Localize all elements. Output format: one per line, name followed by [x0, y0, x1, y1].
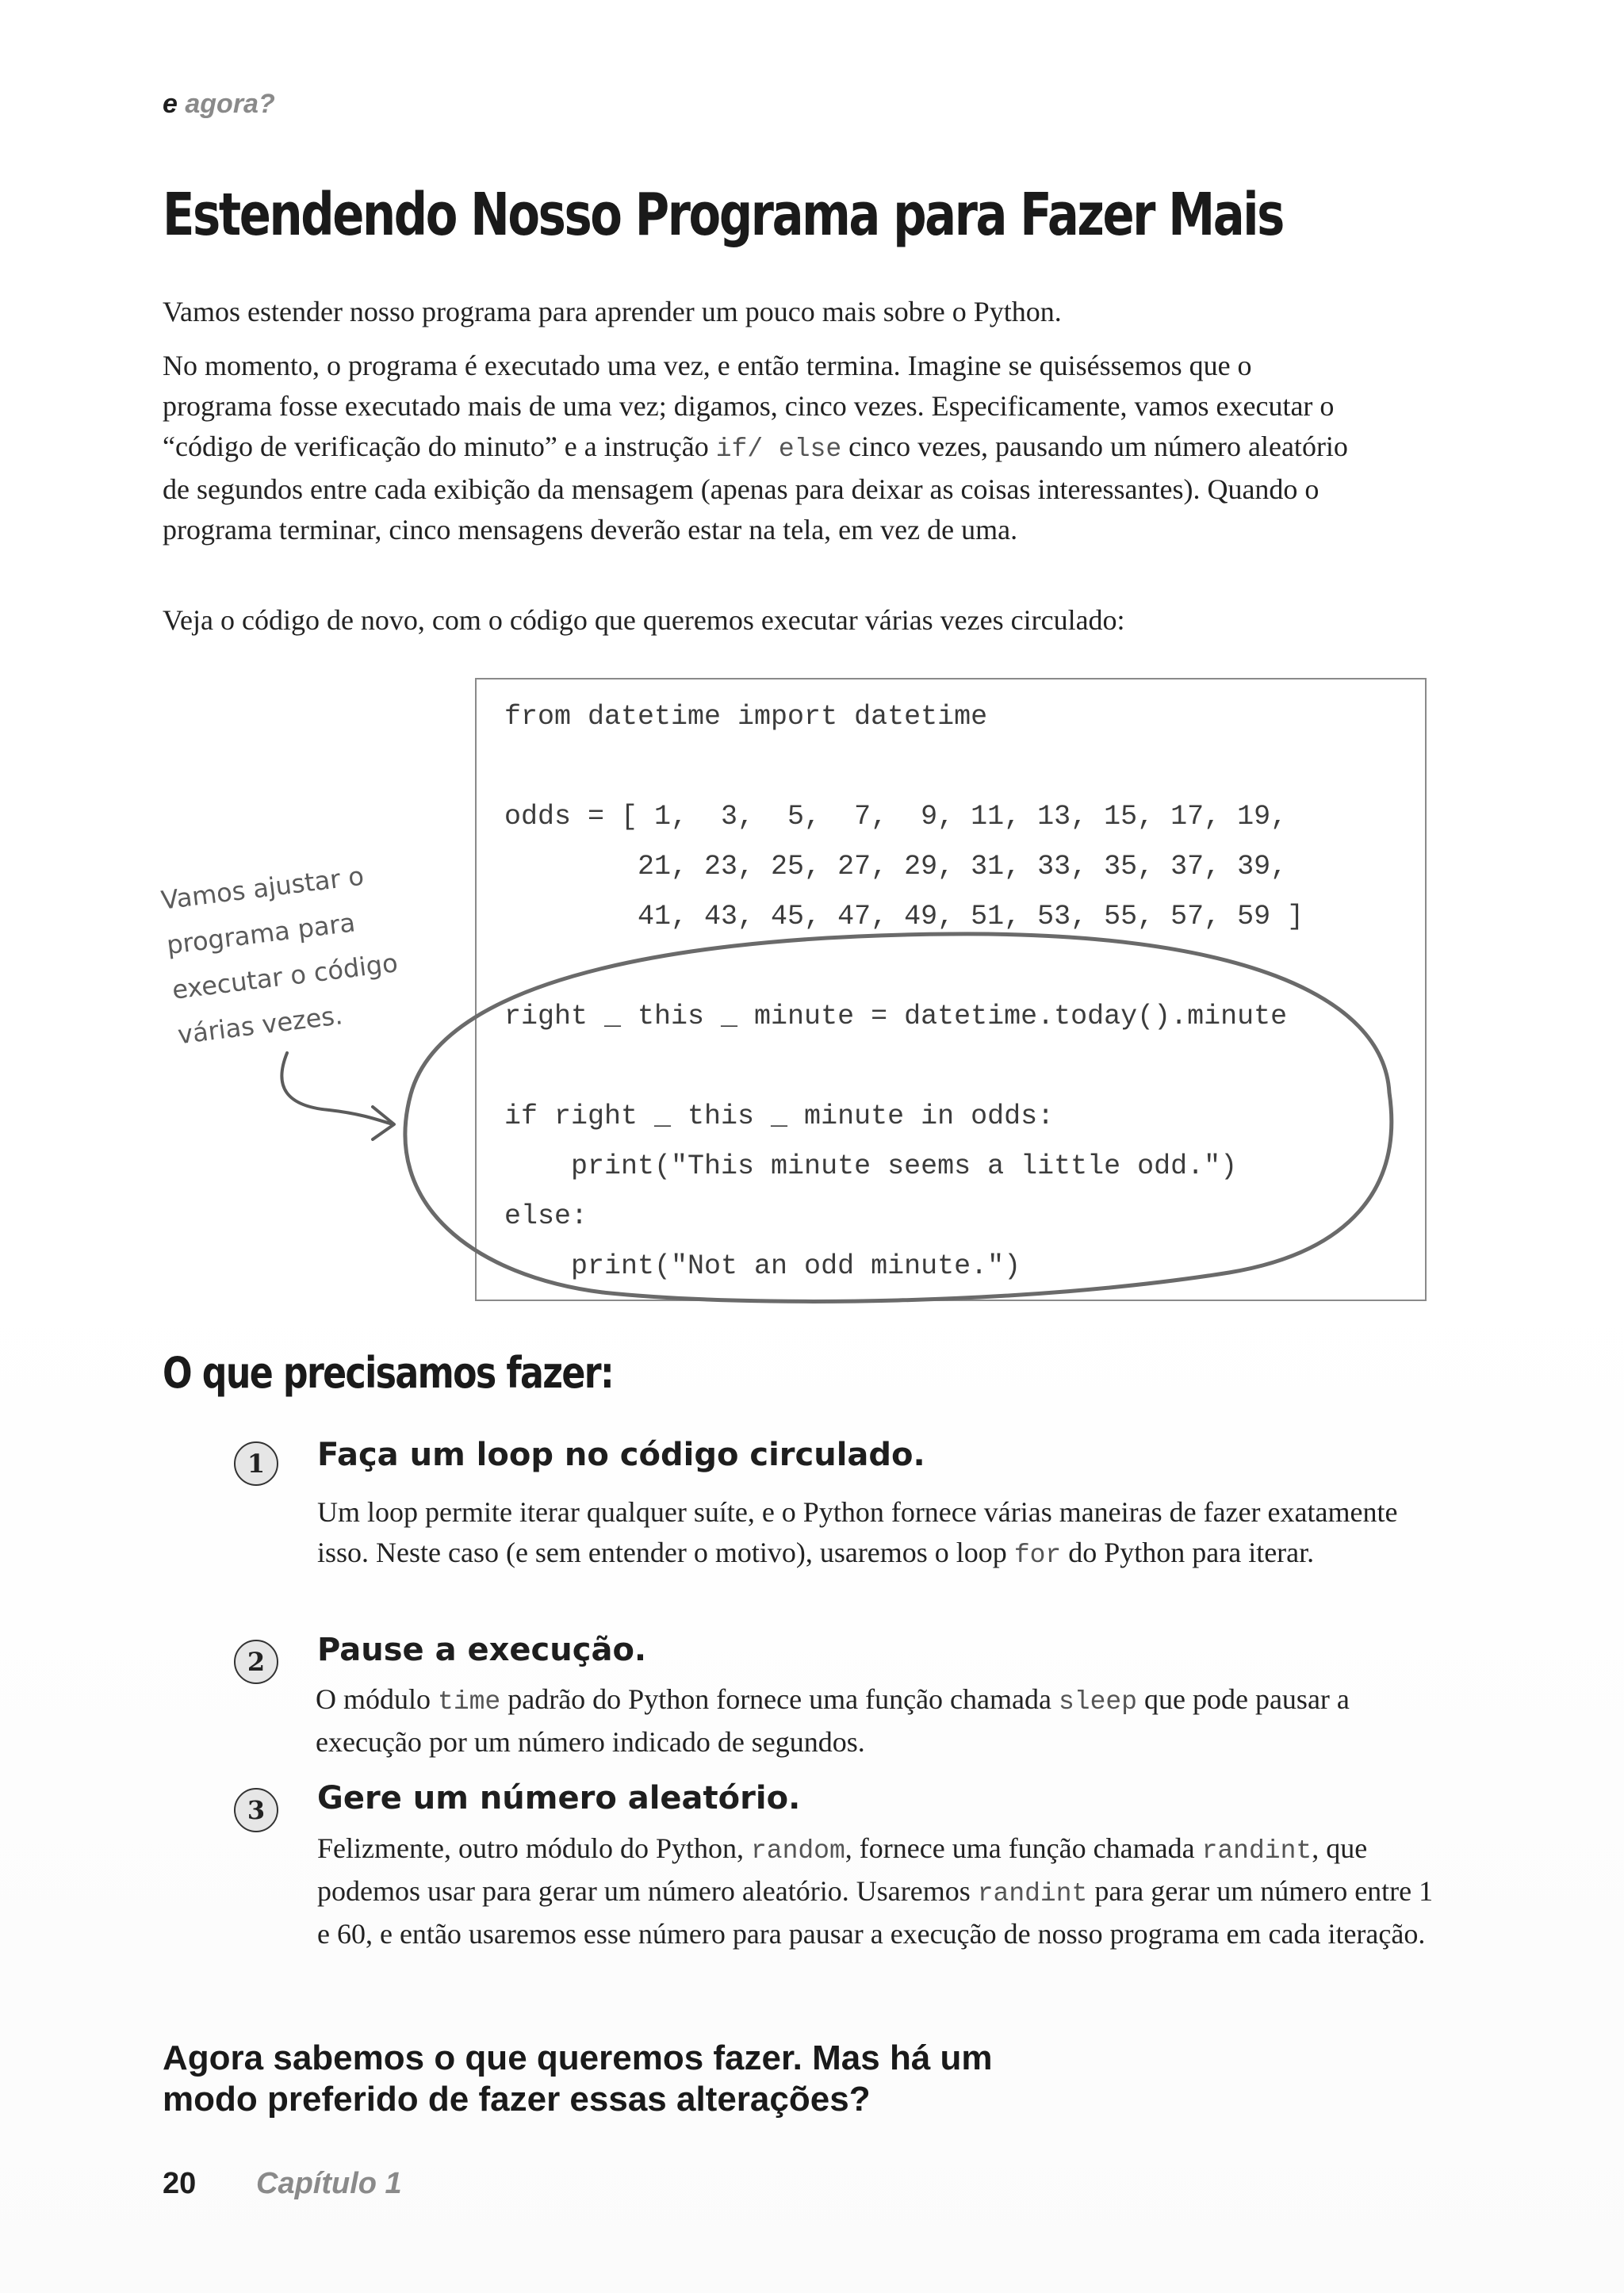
- annotation-line-3: executar o código: [170, 947, 400, 1005]
- code-line-print-odd: print("This minute seems a little odd."): [504, 1150, 1238, 1182]
- step-2-text-a: O módulo: [316, 1683, 439, 1715]
- intro-paragraph-3: Veja o código de novo, com o código que queremos executar várias vezes circulado:: [163, 604, 1125, 636]
- code-line-odds-2: 21, 23, 25, 27, 29, 31, 33, 35, 37, 39,: [504, 851, 1288, 882]
- inline-code-time: time: [438, 1687, 501, 1717]
- code-line-import: from datetime import datetime: [504, 701, 988, 733]
- page-number: 20: [163, 2167, 197, 2200]
- code-line-right-this-minute: right _ this _ minute = datetime.today().minute: [504, 1001, 1288, 1032]
- annotation-arrow-head: [373, 1107, 394, 1139]
- code-line-odds-3: 41, 43, 45, 47, 49, 51, 53, 55, 57, 59 ]: [504, 901, 1304, 932]
- section-label-prefix: e: [163, 89, 178, 119]
- inline-code-sleep: sleep: [1058, 1687, 1137, 1717]
- closing-line-1: Agora sabemos o que queremos fazer. Mas há um: [163, 2038, 993, 2077]
- annotation-arrow-line: [282, 1053, 393, 1124]
- intro-paragraph-2-text-b: cinco vezes, pausando um número aleatório de segundos entre cada exibição da mensagem (apenas para deixar as coisas interessantes). Quando o programa terminar, cinco mensagens deverão estar na tela, em vez de uma.: [163, 431, 1348, 545]
- closing-question: [163, 2038, 993, 2120]
- code-line-odds-1: odds = [ 1, 3, 5, 7, 9, 11, 13, 15, 17, 19,: [504, 801, 1288, 833]
- inline-code-randint: randint: [1201, 1836, 1312, 1866]
- step-2-text: [316, 1679, 1442, 1763]
- steps-heading: O que precisamos fazer:: [163, 1348, 614, 1398]
- code-line-print-not-odd: print("Not an odd minute."): [504, 1250, 1021, 1282]
- annotation-line-1: Vamos ajustar o: [159, 860, 366, 916]
- section-label-rest: agora?: [177, 89, 275, 119]
- inline-code-if-else: if/ else: [715, 434, 842, 464]
- step-3-text-d: para gerar um número entre 1 e 60, e então usaremos esse número para pausar a execução de nosso programa em cada iteração.: [317, 1875, 1434, 1950]
- step-1-number-badge: 1: [234, 1441, 278, 1486]
- page-title: Estendendo Nosso Programa para Fazer Mais: [163, 181, 1283, 249]
- intro-paragraph-1: Vamos estender nosso programa para aprender um pouco mais sobre o Python.: [163, 296, 1062, 327]
- step-1-text-a: Um loop permite iterar qualquer suíte, e o Python fornece várias maneiras de fazer exatamente isso. Neste caso (e sem entender o motivo), usaremos o loop: [317, 1496, 1398, 1568]
- closing-line-2: modo preferido de fazer essas alterações?: [163, 2080, 871, 2119]
- step-2-number-badge: 2: [234, 1640, 278, 1684]
- code-circle-outline: [405, 934, 1392, 1302]
- step-2-title: Pause a execução.: [317, 1632, 647, 1668]
- code-line-if: if right _ this _ minute in odds:: [504, 1101, 1055, 1132]
- step-3-text-c: , que podemos usar para gerar um número aleatório. Usaremos: [317, 1832, 1368, 1907]
- annotation-line-2: programa para: [165, 907, 357, 961]
- inline-code-random: random: [750, 1836, 845, 1866]
- step-3-text: [317, 1828, 1443, 1954]
- inline-code-randint-2: randint: [977, 1879, 1088, 1908]
- step-2-text-c: que pode pausar a execução por um número indicado de segundos.: [316, 1683, 1350, 1758]
- chapter-label: Capítulo 1: [256, 2167, 402, 2200]
- step-2-text-b: padrão do Python fornece uma função chamada: [500, 1683, 1059, 1715]
- step-1-text: [317, 1492, 1443, 1575]
- step-3-title: Gere um número aleatório.: [317, 1780, 801, 1816]
- inline-code-for: for: [1013, 1541, 1062, 1570]
- intro-paragraph-2-text-a: No momento, o programa é executado uma vez, e então termina. Imagine se quiséssemos que o programa fosse executado mais de uma vez; digamos, cinco vezes. Especificamente, vamos executar o “código de verificação do minuto” e a instrução: [163, 350, 1335, 462]
- step-3-text-a: Felizmente, outro módulo do Python,: [317, 1832, 751, 1864]
- code-line-else: else:: [504, 1200, 588, 1232]
- step-3-text-b: , fornece uma função chamada: [845, 1832, 1202, 1864]
- handwritten-annotation: [159, 851, 406, 1058]
- annotation-line-4: várias vezes.: [175, 1000, 345, 1051]
- step-1-title: Faça um loop no código circulado.: [317, 1437, 925, 1473]
- step-3-number-badge: 3: [234, 1788, 278, 1832]
- step-1-text-b: do Python para iterar.: [1061, 1537, 1315, 1568]
